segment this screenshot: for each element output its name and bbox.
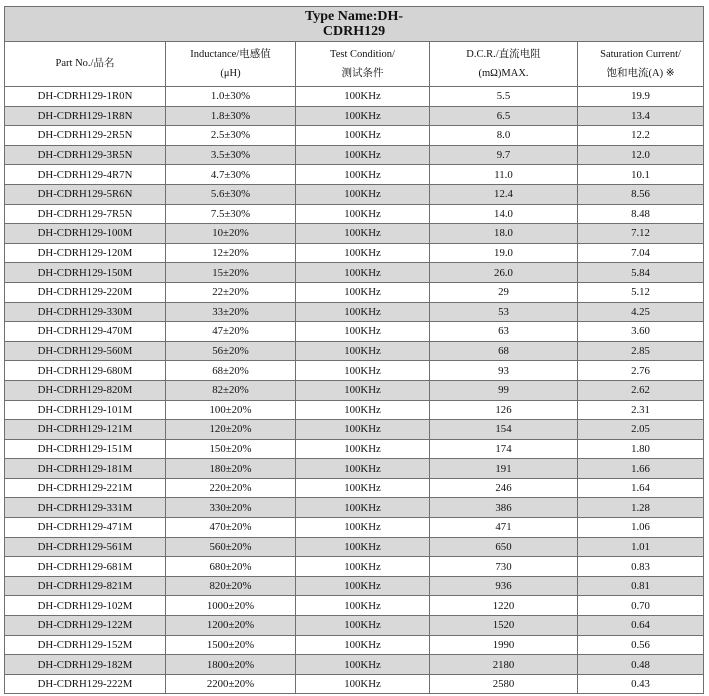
test-condition-cell: 100KHz: [296, 478, 430, 498]
inductance-cell: 680±20%: [166, 557, 296, 577]
inductance-cell: 15±20%: [166, 263, 296, 283]
inductance-cell: 470±20%: [166, 518, 296, 538]
table-row: [5, 616, 704, 636]
part-no-cell: DH-CDRH129-821M: [5, 576, 166, 596]
saturation-current-cell: 5.84: [578, 263, 704, 283]
inductance-cell: 1500±20%: [166, 635, 296, 655]
test-condition-cell: 100KHz: [296, 596, 430, 616]
saturation-current-cell: 5.12: [578, 282, 704, 302]
test-condition-cell: 100KHz: [296, 518, 430, 538]
inductance-cell: 1.0±30%: [166, 87, 296, 107]
table-row: [5, 224, 704, 244]
dcr-cell: 63: [430, 322, 578, 342]
test-condition-cell: 100KHz: [296, 204, 430, 224]
table-row: [5, 302, 704, 322]
test-condition-cell: 100KHz: [296, 263, 430, 283]
test-condition-cell: 100KHz: [296, 361, 430, 381]
part-no-cell: DH-CDRH129-182M: [5, 655, 166, 675]
saturation-current-cell: 2.05: [578, 420, 704, 440]
test-condition-cell: 100KHz: [296, 126, 430, 146]
dcr-cell: 246: [430, 478, 578, 498]
header-inductance-line-2: (μH): [220, 68, 241, 79]
header-dcr-line-1: D.C.R./直流电阻: [466, 49, 541, 60]
inductance-cell: 5.6±30%: [166, 184, 296, 204]
dcr-cell: 174: [430, 439, 578, 459]
dcr-cell: 471: [430, 518, 578, 538]
saturation-current-cell: 8.56: [578, 184, 704, 204]
header-part-no: [5, 42, 166, 87]
dcr-cell: 126: [430, 400, 578, 420]
header-dcr: [430, 42, 578, 87]
saturation-current-cell: 1.01: [578, 537, 704, 557]
table-row: [5, 655, 704, 675]
dcr-cell: 154: [430, 420, 578, 440]
part-no-cell: DH-CDRH129-152M: [5, 635, 166, 655]
table-row: [5, 478, 704, 498]
part-no-cell: DH-CDRH129-102M: [5, 596, 166, 616]
test-condition-cell: 100KHz: [296, 537, 430, 557]
table-row: [5, 439, 704, 459]
dcr-cell: 8.0: [430, 126, 578, 146]
title-line-2: CDRH129: [322, 24, 386, 39]
part-no-cell: DH-CDRH129-560M: [5, 341, 166, 361]
inductance-cell: 12±20%: [166, 243, 296, 263]
dcr-cell: 18.0: [430, 224, 578, 244]
test-condition-cell: 100KHz: [296, 380, 430, 400]
header-saturation-line-2: 饱和电流(A) ※: [606, 68, 675, 79]
inductance-cell: 3.5±30%: [166, 145, 296, 165]
header-test-condition: [296, 42, 430, 87]
table-row: [5, 557, 704, 577]
inductance-cell: 2.5±30%: [166, 126, 296, 146]
inductor-spec-table: [4, 6, 704, 694]
test-condition-cell: 100KHz: [296, 635, 430, 655]
part-no-cell: DH-CDRH129-4R7N: [5, 165, 166, 185]
type-name-title: [5, 7, 704, 42]
dcr-cell: 29: [430, 282, 578, 302]
table-row: [5, 87, 704, 107]
part-no-cell: DH-CDRH129-221M: [5, 478, 166, 498]
inductance-cell: 68±20%: [166, 361, 296, 381]
saturation-current-cell: 1.80: [578, 439, 704, 459]
saturation-current-cell: 1.64: [578, 478, 704, 498]
dcr-cell: 6.5: [430, 106, 578, 126]
part-no-cell: DH-CDRH129-100M: [5, 224, 166, 244]
table-row: [5, 537, 704, 557]
test-condition-cell: 100KHz: [296, 243, 430, 263]
header-inductance: [166, 42, 296, 87]
saturation-current-cell: 3.60: [578, 322, 704, 342]
part-no-cell: DH-CDRH129-330M: [5, 302, 166, 322]
header-dcr-line-2: (mΩ)MAX.: [478, 68, 529, 79]
spec-sheet: [4, 6, 703, 694]
test-condition-cell: 100KHz: [296, 498, 430, 518]
dcr-cell: 19.0: [430, 243, 578, 263]
part-no-cell: DH-CDRH129-220M: [5, 282, 166, 302]
inductance-cell: 820±20%: [166, 576, 296, 596]
inductance-cell: 120±20%: [166, 420, 296, 440]
table-row: [5, 204, 704, 224]
dcr-cell: 9.7: [430, 145, 578, 165]
part-no-cell: DH-CDRH129-470M: [5, 322, 166, 342]
test-condition-cell: 100KHz: [296, 400, 430, 420]
saturation-current-cell: 1.06: [578, 518, 704, 538]
saturation-current-cell: 19.9: [578, 87, 704, 107]
inductance-cell: 33±20%: [166, 302, 296, 322]
saturation-current-cell: 2.62: [578, 380, 704, 400]
part-no-cell: DH-CDRH129-122M: [5, 616, 166, 636]
inductance-cell: 150±20%: [166, 439, 296, 459]
inductance-cell: 47±20%: [166, 322, 296, 342]
saturation-current-cell: 2.76: [578, 361, 704, 381]
saturation-current-cell: 0.43: [578, 674, 704, 694]
table-row: [5, 380, 704, 400]
inductance-cell: 180±20%: [166, 459, 296, 479]
saturation-current-cell: 13.4: [578, 106, 704, 126]
header-saturation-current: [578, 42, 704, 87]
table-row: [5, 165, 704, 185]
test-condition-cell: 100KHz: [296, 106, 430, 126]
part-no-cell: DH-CDRH129-1R0N: [5, 87, 166, 107]
dcr-cell: 386: [430, 498, 578, 518]
inductance-cell: 2200±20%: [166, 674, 296, 694]
table-row: [5, 106, 704, 126]
table-row: [5, 576, 704, 596]
test-condition-cell: 100KHz: [296, 557, 430, 577]
saturation-current-cell: 0.48: [578, 655, 704, 675]
saturation-current-cell: 12.0: [578, 145, 704, 165]
test-condition-cell: 100KHz: [296, 576, 430, 596]
test-condition-cell: 100KHz: [296, 87, 430, 107]
dcr-cell: 1520: [430, 616, 578, 636]
test-condition-cell: 100KHz: [296, 616, 430, 636]
saturation-current-cell: 0.64: [578, 616, 704, 636]
inductance-cell: 560±20%: [166, 537, 296, 557]
inductance-cell: 22±20%: [166, 282, 296, 302]
saturation-current-cell: 0.83: [578, 557, 704, 577]
table-row: [5, 420, 704, 440]
test-condition-cell: 100KHz: [296, 145, 430, 165]
header-inductance-line-1: Inductance/电感值: [190, 49, 271, 60]
dcr-cell: 11.0: [430, 165, 578, 185]
test-condition-cell: 100KHz: [296, 420, 430, 440]
header-test-condition-line-1: Test Condition/: [330, 49, 395, 60]
dcr-cell: 12.4: [430, 184, 578, 204]
saturation-current-cell: 8.48: [578, 204, 704, 224]
dcr-cell: 1220: [430, 596, 578, 616]
table-row: [5, 184, 704, 204]
saturation-current-cell: 12.2: [578, 126, 704, 146]
part-no-cell: DH-CDRH129-680M: [5, 361, 166, 381]
table-body: [5, 87, 704, 694]
inductance-cell: 82±20%: [166, 380, 296, 400]
dcr-cell: 2180: [430, 655, 578, 675]
dcr-cell: 93: [430, 361, 578, 381]
table-row: [5, 341, 704, 361]
part-no-cell: DH-CDRH129-120M: [5, 243, 166, 263]
inductance-cell: 56±20%: [166, 341, 296, 361]
dcr-cell: 191: [430, 459, 578, 479]
test-condition-cell: 100KHz: [296, 341, 430, 361]
title-line-1: Type Name:DH-: [304, 9, 404, 24]
inductance-cell: 220±20%: [166, 478, 296, 498]
test-condition-cell: 100KHz: [296, 459, 430, 479]
inductance-cell: 1800±20%: [166, 655, 296, 675]
test-condition-cell: 100KHz: [296, 282, 430, 302]
part-no-cell: DH-CDRH129-181M: [5, 459, 166, 479]
test-condition-cell: 100KHz: [296, 165, 430, 185]
dcr-cell: 99: [430, 380, 578, 400]
part-no-cell: DH-CDRH129-3R5N: [5, 145, 166, 165]
part-no-cell: DH-CDRH129-561M: [5, 537, 166, 557]
saturation-current-cell: 4.25: [578, 302, 704, 322]
dcr-cell: 1990: [430, 635, 578, 655]
saturation-current-cell: 0.56: [578, 635, 704, 655]
table-row: [5, 400, 704, 420]
part-no-cell: DH-CDRH129-5R6N: [5, 184, 166, 204]
table-row: [5, 596, 704, 616]
test-condition-cell: 100KHz: [296, 224, 430, 244]
test-condition-cell: 100KHz: [296, 674, 430, 694]
part-no-cell: DH-CDRH129-101M: [5, 400, 166, 420]
test-condition-cell: 100KHz: [296, 655, 430, 675]
table-row: [5, 459, 704, 479]
table-row: [5, 518, 704, 538]
part-no-cell: DH-CDRH129-681M: [5, 557, 166, 577]
inductance-cell: 1200±20%: [166, 616, 296, 636]
table-row: [5, 322, 704, 342]
test-condition-cell: 100KHz: [296, 439, 430, 459]
table-row: [5, 361, 704, 381]
header-part-no-label: Part No./品名: [55, 58, 115, 69]
saturation-current-cell: 0.70: [578, 596, 704, 616]
inductance-cell: 1.8±30%: [166, 106, 296, 126]
test-condition-cell: 100KHz: [296, 184, 430, 204]
dcr-cell: 5.5: [430, 87, 578, 107]
table-row: [5, 126, 704, 146]
table-row: [5, 674, 704, 694]
inductance-cell: 10±20%: [166, 224, 296, 244]
part-no-cell: DH-CDRH129-222M: [5, 674, 166, 694]
table-row: [5, 498, 704, 518]
saturation-current-cell: 10.1: [578, 165, 704, 185]
part-no-cell: DH-CDRH129-121M: [5, 420, 166, 440]
header-test-condition-line-2: 测试条件: [341, 68, 384, 79]
part-no-cell: DH-CDRH129-150M: [5, 263, 166, 283]
part-no-cell: DH-CDRH129-2R5N: [5, 126, 166, 146]
inductance-cell: 1000±20%: [166, 596, 296, 616]
inductance-cell: 100±20%: [166, 400, 296, 420]
table-row: [5, 263, 704, 283]
inductance-cell: 7.5±30%: [166, 204, 296, 224]
saturation-current-cell: 0.81: [578, 576, 704, 596]
dcr-cell: 936: [430, 576, 578, 596]
table-row: [5, 145, 704, 165]
part-no-cell: DH-CDRH129-7R5N: [5, 204, 166, 224]
part-no-cell: DH-CDRH129-151M: [5, 439, 166, 459]
dcr-cell: 14.0: [430, 204, 578, 224]
saturation-current-cell: 1.66: [578, 459, 704, 479]
table-row: [5, 282, 704, 302]
dcr-cell: 2580: [430, 674, 578, 694]
part-no-cell: DH-CDRH129-1R8N: [5, 106, 166, 126]
saturation-current-cell: 7.12: [578, 224, 704, 244]
dcr-cell: 53: [430, 302, 578, 322]
inductance-cell: 330±20%: [166, 498, 296, 518]
dcr-cell: 730: [430, 557, 578, 577]
dcr-cell: 68: [430, 341, 578, 361]
test-condition-cell: 100KHz: [296, 322, 430, 342]
saturation-current-cell: 2.85: [578, 341, 704, 361]
test-condition-cell: 100KHz: [296, 302, 430, 322]
table-row: [5, 243, 704, 263]
header-saturation-line-1: Saturation Current/: [600, 49, 681, 60]
saturation-current-cell: 7.04: [578, 243, 704, 263]
inductance-cell: 4.7±30%: [166, 165, 296, 185]
part-no-cell: DH-CDRH129-471M: [5, 518, 166, 538]
saturation-current-cell: 1.28: [578, 498, 704, 518]
saturation-current-cell: 2.31: [578, 400, 704, 420]
table-row: [5, 635, 704, 655]
dcr-cell: 26.0: [430, 263, 578, 283]
part-no-cell: DH-CDRH129-820M: [5, 380, 166, 400]
dcr-cell: 650: [430, 537, 578, 557]
part-no-cell: DH-CDRH129-331M: [5, 498, 166, 518]
